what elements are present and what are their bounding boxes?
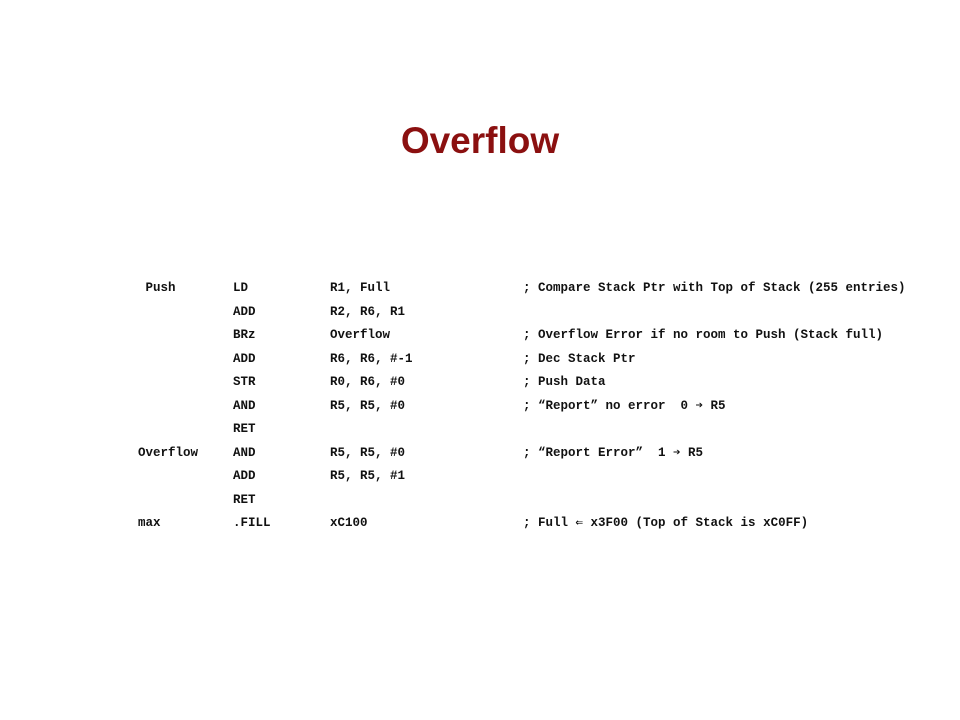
- assembly-code-listing: [0, 278, 960, 537]
- slide-title: Overflow: [400, 120, 560, 161]
- code-operands: R2, R6, R1: [330, 304, 406, 319]
- code-comment: ; Dec Stack Ptr: [523, 351, 636, 366]
- code-label: max: [138, 516, 161, 530]
- code-comment: ; Overflow Error if no room to Push (Stack full): [523, 328, 884, 342]
- code-operands: R6, R6, #-1: [330, 351, 413, 366]
- code-comment: ; Compare Stack Ptr with Top of Stack (255 entries): [523, 281, 906, 295]
- code-operands: R1, Full: [330, 281, 391, 295]
- code-line: [0, 490, 960, 514]
- code-opcode: RET: [233, 492, 256, 507]
- code-line: [0, 278, 960, 302]
- code-operands: R0, R6, #0: [330, 375, 406, 389]
- code-opcode: ADD: [233, 469, 256, 483]
- code-label: Push: [138, 281, 176, 295]
- code-operands: R5, R5, #1: [330, 469, 406, 483]
- code-comment: ; “Report Error” 1 ➔ R5: [523, 445, 704, 460]
- code-line: [0, 302, 960, 326]
- code-comment: ; Push Data: [523, 375, 606, 389]
- code-comment: ; “Report” no error 0 ➔ R5: [523, 398, 726, 413]
- code-line: [0, 325, 960, 349]
- code-opcode: RET: [233, 422, 256, 436]
- code-operands: R5, R5, #0: [330, 398, 406, 413]
- code-opcode: STR: [233, 375, 256, 389]
- code-line: [0, 466, 960, 490]
- code-line: [0, 349, 960, 373]
- code-opcode: AND: [233, 398, 256, 413]
- code-label: Overflow: [138, 445, 199, 460]
- code-line: [0, 443, 960, 467]
- code-operands: xC100: [330, 516, 368, 530]
- code-comment: ; Full ⇐ x3F00 (Top of Stack is xC0FF): [523, 516, 809, 530]
- code-opcode: ADD: [233, 351, 256, 366]
- code-operands: Overflow: [330, 328, 391, 342]
- code-opcode: ADD: [233, 304, 256, 319]
- code-line: [0, 513, 960, 537]
- code-line: [0, 372, 960, 396]
- code-operands: R5, R5, #0: [330, 445, 406, 460]
- code-line: [0, 419, 960, 443]
- code-opcode: AND: [233, 445, 256, 460]
- code-opcode: LD: [233, 281, 249, 295]
- code-line: [0, 396, 960, 420]
- code-opcode: BRz: [233, 328, 256, 342]
- code-opcode: .FILL: [233, 516, 271, 530]
